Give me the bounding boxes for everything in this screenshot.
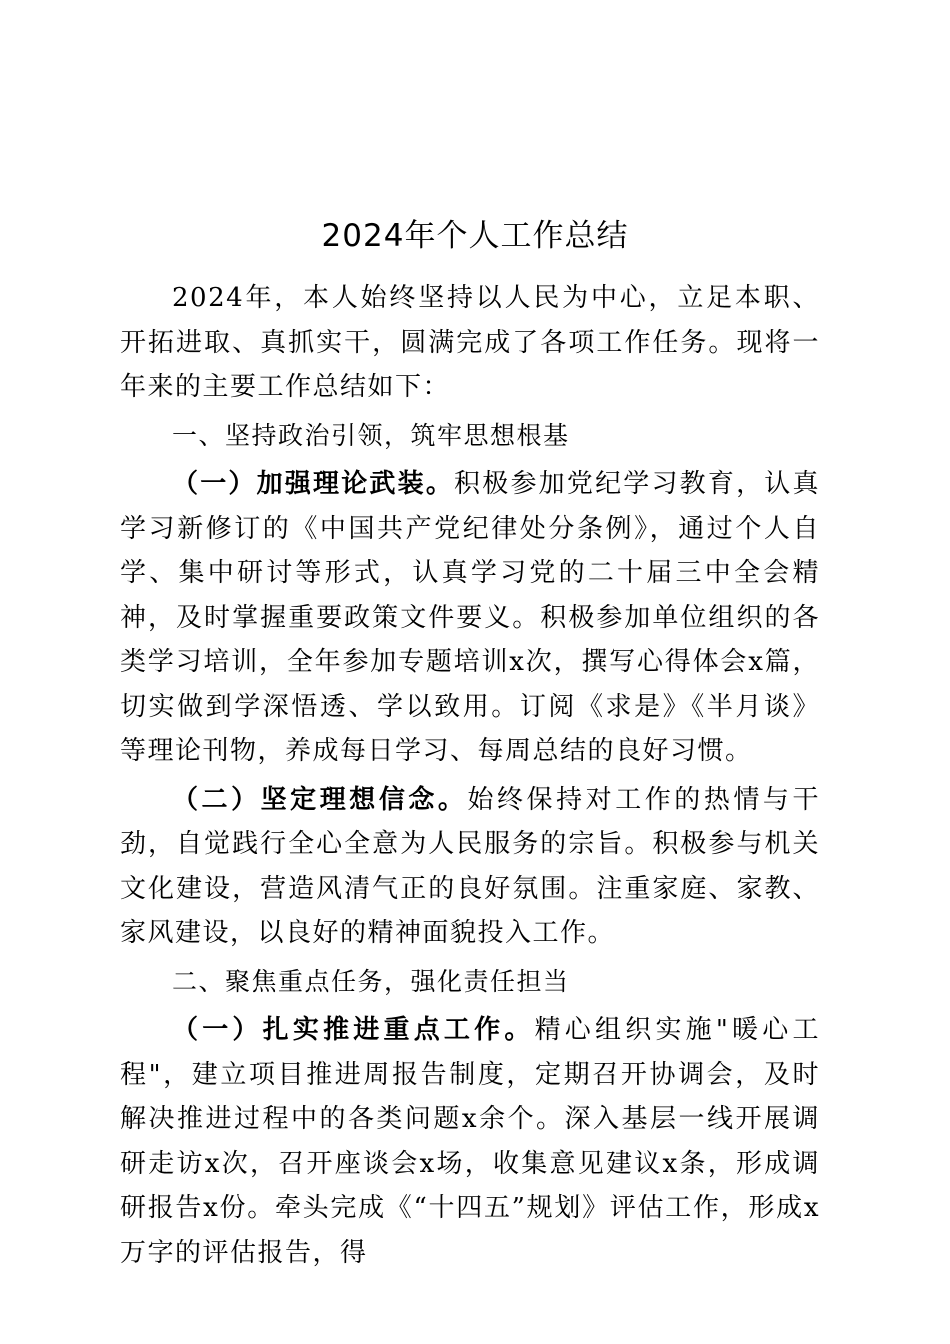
section-2-heading: 二、聚焦重点任务，强化责任担当 <box>172 966 570 996</box>
section-1-item-1 <box>120 462 820 774</box>
section-2-item-1 <box>120 1008 820 1275</box>
item-text: 积极参加党纪学习教育，认真学习新修订的《中国共产党纪律处分条例》，通过个人自学、集中研讨等形式，认真学习党的二十届三中全会精神，及时掌握重要政策文件要义。积极参加单位组织的各类学习培训，全年参加专题培训x次，撰写心得体会x篇，切实做到学深悟透、学以致用。订阅《求是》《半月谈》等理论刊物，养成每日学习、每周总结的良好习惯。 <box>120 469 820 766</box>
item-text: 精心组织实施"暖心工程"，建立项目推进周报告制度，定期召开协调会，及时解决推进过程中的各类问题x余个。深入基层一线开展调研走访x次，召开座谈会x场，收集意见建议x条，形成调研报告x份。牵头完成《“十四五”规划》评估工作，形成x万字的评估报告，得 <box>120 1015 820 1268</box>
item-text: 始终保持对工作的热情与干劲，自觉践行全心全意为人民服务的宗旨。积极参与机关文化建设，营造风清气正的良好氛围。注重家庭、家教、家风建设，以良好的精神面貌投入工作。 <box>120 784 820 948</box>
item-lead: （一）加强理论武装。 <box>172 469 455 499</box>
item-lead: （二）坚定理想信念。 <box>172 784 468 815</box>
intro-paragraph: 2024年，本人始终坚持以人民为中心，立足本职、开拓进取、真抓实干，圆满完成了各项工作任务。现将一年来的主要工作总结如下： <box>120 283 820 402</box>
section-1-heading: 一、坚持政治引领，筑牢思想根基 <box>172 420 570 450</box>
document-title: 2024年个人工作总结 <box>321 218 629 254</box>
document-body <box>120 276 820 1275</box>
item-lead: （一）扎实推进重点工作。 <box>172 1015 535 1045</box>
section-1-item-2 <box>120 778 820 956</box>
